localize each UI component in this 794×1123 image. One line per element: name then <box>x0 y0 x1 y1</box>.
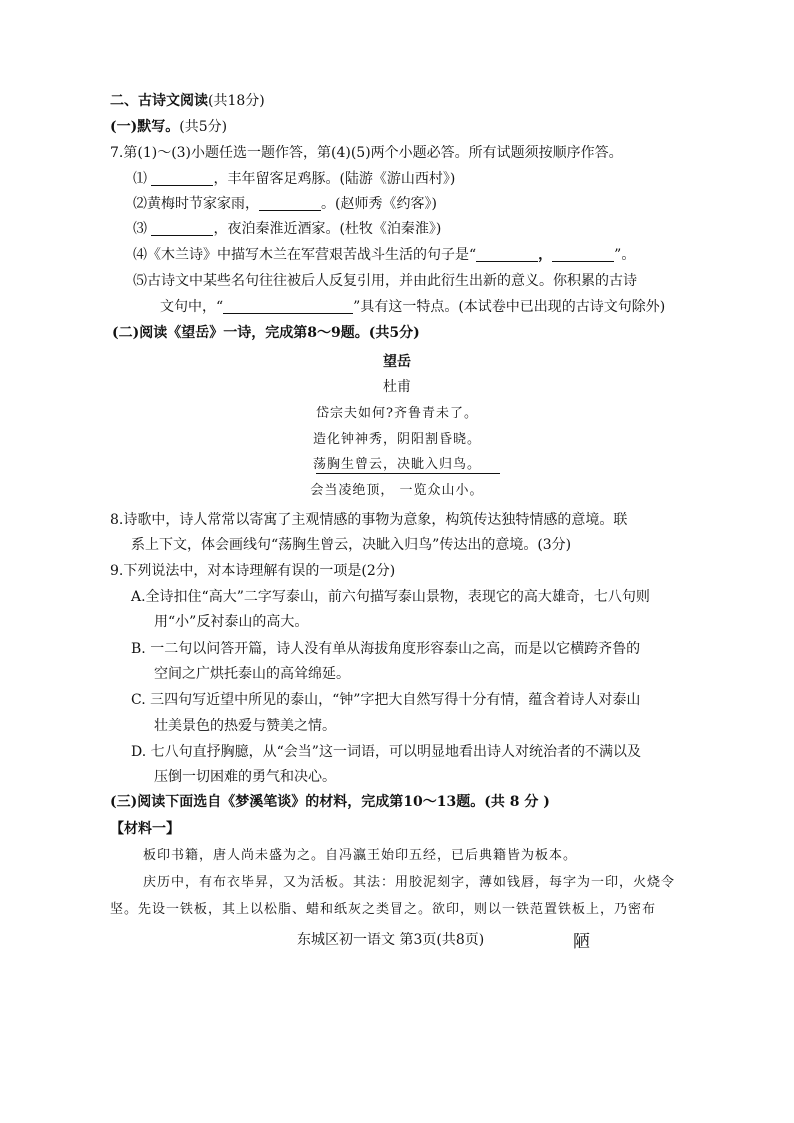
poem-line-2: 造化钟神秀，阴阳割昏晓。 <box>312 432 481 447</box>
q7-sub5-line2 <box>160 298 665 316</box>
q8-line2: 系上下文，体会画线句“荡胸生曾云，决眦入归鸟”传达出的意境。(3分) <box>131 537 572 553</box>
q9-option-a-line2: 用“小”反衬泰山的高大。 <box>154 614 309 630</box>
q7-sub1-answer-blank[interactable] <box>151 171 213 186</box>
q7-sub4-text: ⑷《木兰诗》中描写木兰在军营艰苦战斗生活的句子是“ <box>133 247 477 263</box>
poem-line-1: 岱宗夫如何?齐鲁青未了。 <box>316 406 478 421</box>
part2-title: (二)阅读《望岳》一诗，完成第8～9题。(共5分) <box>112 325 420 341</box>
q9-stem: 9.下列说法中，对本诗理解有误的一项是(2分) <box>110 563 396 579</box>
page-footer: 东城区初一语文 第3页(共8页) <box>297 932 485 948</box>
q7-sub3-answer-blank[interactable] <box>151 221 213 236</box>
q9-option-c-line1[interactable]: C. 三四句写近望中所见的泰山，“钟”字把大自然写得十分有情，蕴含着诗人对泰山 <box>131 692 641 708</box>
section-score: (共18分) <box>208 93 265 109</box>
poem-title: 望岳 <box>383 354 411 370</box>
q7-sub3-number: ⑶ <box>133 221 147 237</box>
q9-option-b-line1[interactable]: B. 一二句以问答开篇，诗人没有单从海拔角度形容泰山之高，而是以它横跨齐鲁的 <box>131 641 641 657</box>
material1-paragraph2-line1: 庆历中，有布衣毕昇，又为活板。其法：用胶泥刻字，薄如钱唇，每字为一印，火烧令 <box>143 875 676 890</box>
q7-sub4-answer-blank-2[interactable] <box>552 247 614 262</box>
material1-label: 【材料一】 <box>110 821 180 837</box>
part3-title: (三)阅读下面选自《梦溪笔谈》的材料，完成第10～13题。(共 8 分 ) <box>110 794 550 810</box>
q7-sub4-comma: ， <box>538 247 553 263</box>
material1-paragraph1: 板印书籍，唐人尚未盛为之。自冯瀛王始印五经，已后典籍皆为板本。 <box>143 848 578 863</box>
stamp-mark: 陋 <box>573 932 590 952</box>
part1-heading <box>110 118 227 136</box>
q9-option-a-line1[interactable]: A.全诗扣住“高大”二字写泰山，前六句描写泰山景物，表现它的高大雄奇，七八句则 <box>131 589 650 605</box>
part1-score: (共5分) <box>179 119 228 135</box>
q9-option-b-line2: 空间之广烘托泰山的高耸绵延。 <box>154 666 350 682</box>
q9-option-c-line2: 壮美景色的热爱与赞美之情。 <box>154 718 336 734</box>
q7-sub1-text: ，丰年留客足鸡豚。(陆游《游山西村》) <box>213 171 456 187</box>
q7-sub5-line1: ⑸古诗文中某些名句往往被后人反复引用，并由此衍生出新的意义。你积累的古诗 <box>133 273 637 289</box>
section-title: 二、古诗文阅读 <box>110 93 208 109</box>
poem-line-4: 会当凌绝顶， 一览众山小。 <box>310 483 484 498</box>
q7-sub2-tail: 。(赵师秀《约客》) <box>321 196 437 212</box>
q7-sub5-suffix: ”具有这一特点。(本试卷中已出现的古诗文句除外) <box>353 299 666 315</box>
material1-paragraph2-line2: 坚。先设一铁板，其上以松脂、蜡和纸灰之类冒之。欲印，则以一铁范置铁板上，乃密布 <box>110 902 657 917</box>
q7-sub2-text: ⑵黄梅时节家家雨， <box>133 196 259 212</box>
poem-line-3-underline <box>316 473 500 474</box>
q7-sub4-tail: ”。 <box>614 247 636 263</box>
section-heading <box>110 92 265 110</box>
part1-title: (一)默写。 <box>110 119 180 135</box>
q7-sub5-answer-blank[interactable] <box>223 299 353 314</box>
q8-line1: 8.诗歌中，诗人常常以寄寓了主观情感的事物为意象，构筑传达独特情感的意境。联 <box>110 512 628 528</box>
q7-sub1 <box>133 170 455 188</box>
q7-sub2-answer-blank[interactable] <box>259 196 321 211</box>
q7-sub3-text: ，夜泊秦淮近酒家。(杜牧《泊秦淮》) <box>213 221 442 237</box>
poem-line-3: 荡胸生曾云，决眦入归鸟。 <box>312 457 481 472</box>
q7-sub4-answer-blank-1[interactable] <box>476 247 538 262</box>
q7-sub4 <box>133 246 635 264</box>
poem-author: 杜甫 <box>383 379 411 395</box>
q7-sub1-number: ⑴ <box>133 171 147 187</box>
q9-option-d-line2: 压倒一切困难的勇气和决心。 <box>154 769 336 785</box>
q7-stem: 7.第(1)～(3)小题任选一题作答，第(4)(5)两个小题必答。所有试题须按顺序作答。 <box>110 145 623 161</box>
q7-sub3 <box>133 220 441 238</box>
q7-sub2 <box>133 195 437 213</box>
q7-sub5-prefix: 文句中，“ <box>160 299 224 315</box>
q9-option-d-line1[interactable]: D. 七八句直抒胸臆，从“会当”这一词语，可以明显地看出诗人对统治者的不满以及 <box>131 744 641 760</box>
